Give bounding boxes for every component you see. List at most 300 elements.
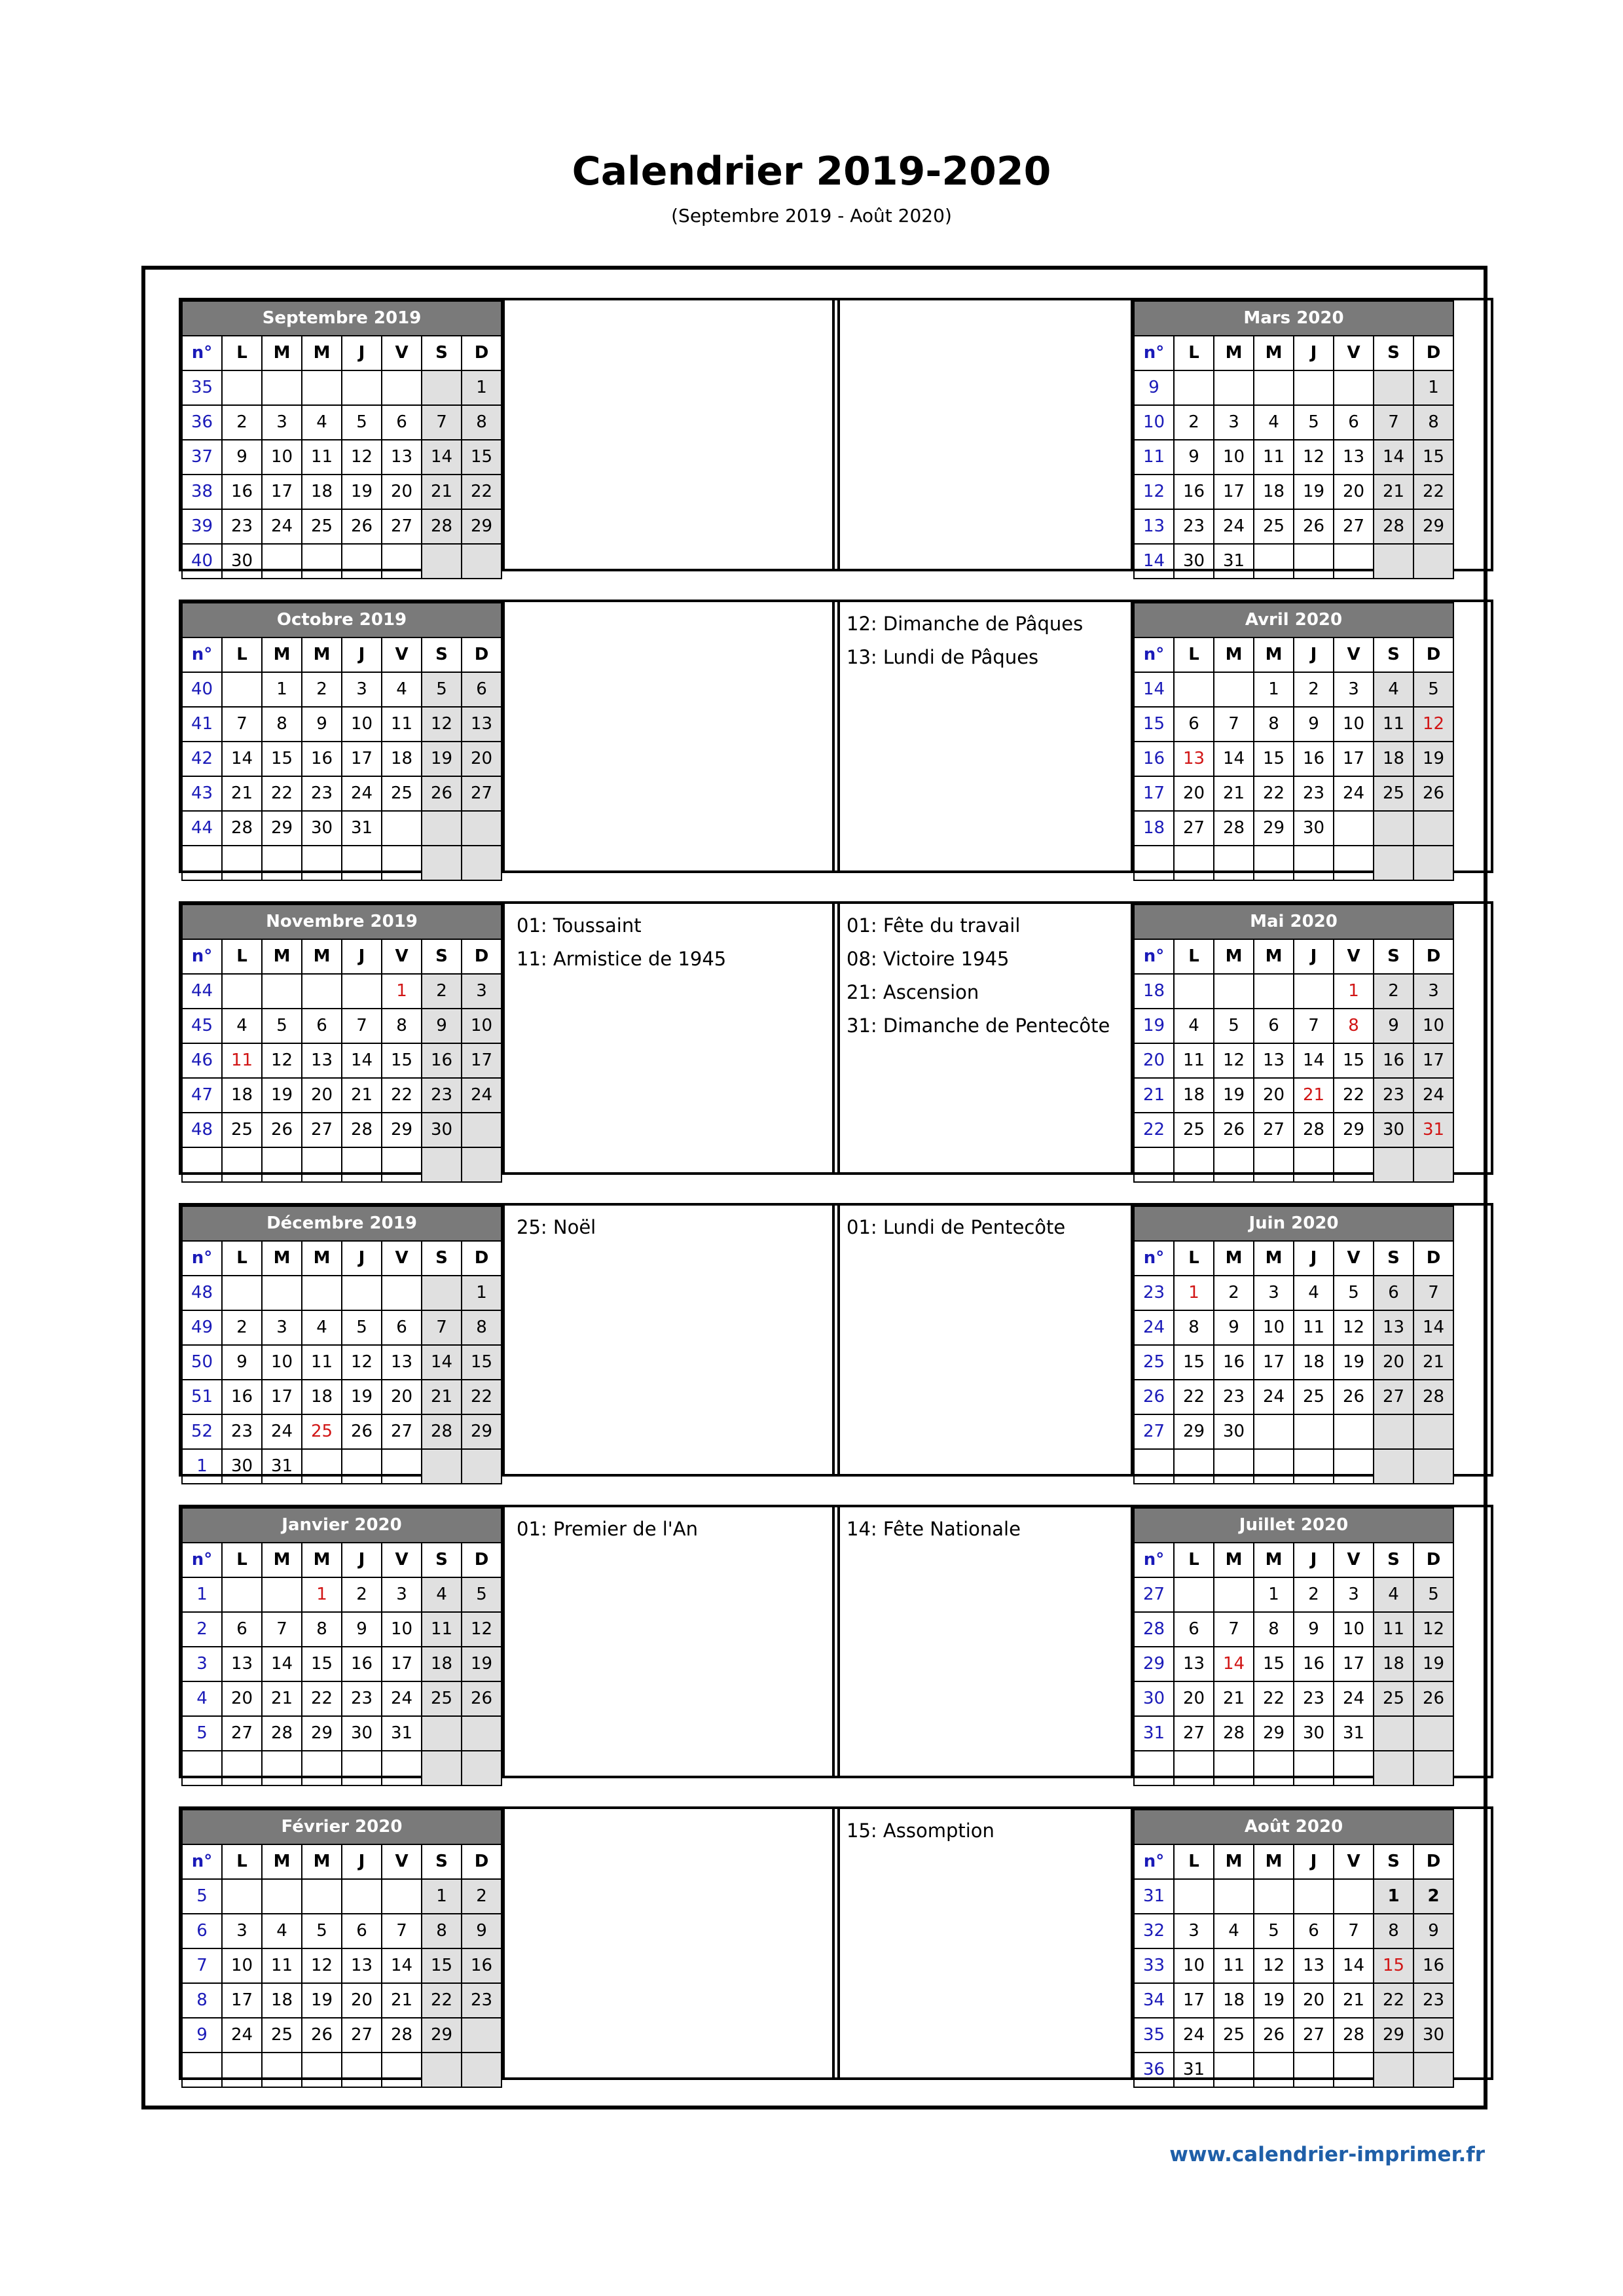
day-cell: 19 [1413, 742, 1453, 776]
week-row [1134, 846, 1453, 880]
day-cell: 1 [1334, 974, 1374, 1009]
holiday-notes [835, 1809, 1133, 2077]
day-cell: 3 [1214, 405, 1254, 440]
week-number: 52 [182, 1414, 222, 1449]
holiday-notes [835, 602, 1133, 870]
day-cell: 11 [222, 1043, 262, 1078]
month-grid [1133, 300, 1454, 579]
day-cell: 17 [1254, 1345, 1294, 1380]
day-cell: 27 [462, 776, 501, 811]
week-number: 27 [1134, 1577, 1174, 1612]
day-cell [1214, 370, 1254, 405]
day-cell: 18 [1374, 1647, 1413, 1681]
day-cell: 6 [1254, 1009, 1294, 1043]
week-row [1134, 1276, 1453, 1310]
day-cell: 19 [1294, 475, 1334, 509]
day-cell: 22 [302, 1681, 342, 1716]
day-cell: 16 [1413, 1948, 1453, 1983]
day-cell: 8 [382, 1009, 422, 1043]
week-row [1134, 509, 1453, 544]
day-cell: 8 [302, 1612, 342, 1647]
day-cell: 30 [222, 1449, 262, 1484]
week-row [182, 776, 501, 811]
day-cell: 20 [462, 742, 501, 776]
weekday-header: J [342, 1844, 382, 1879]
day-cell [382, 370, 422, 405]
day-cell: 11 [422, 1612, 462, 1647]
day-cell: 5 [462, 1577, 501, 1612]
day-cell [342, 2053, 382, 2087]
day-cell: 4 [262, 1914, 302, 1948]
day-cell: 23 [1374, 1078, 1413, 1113]
weekday-header: J [1294, 1543, 1334, 1577]
holiday-notes [835, 1507, 1133, 1776]
day-cell [422, 544, 462, 579]
day-cell [1214, 846, 1254, 880]
day-cell: 10 [1334, 1612, 1374, 1647]
weekday-header: L [222, 1241, 262, 1276]
month-title: Août 2020 [1134, 1810, 1453, 1844]
day-cell [462, 1113, 501, 1147]
day-cell: 28 [262, 1716, 302, 1751]
day-cell: 2 [302, 672, 342, 707]
day-cell: 10 [1214, 440, 1254, 475]
day-cell: 9 [222, 1345, 262, 1380]
holiday-note: 25: Noël [517, 1216, 596, 1238]
week-row [182, 1078, 501, 1113]
day-cell [222, 1147, 262, 1182]
week-row [1134, 544, 1453, 579]
day-cell: 24 [222, 2018, 262, 2053]
month-block [179, 298, 840, 571]
day-cell: 19 [342, 1380, 382, 1414]
day-cell: 15 [1374, 1948, 1413, 1983]
day-cell [1214, 1147, 1254, 1182]
day-cell [302, 1147, 342, 1182]
day-cell: 30 [1413, 2018, 1453, 2053]
day-cell [1294, 974, 1334, 1009]
month-block [832, 600, 1493, 873]
week-row [182, 974, 501, 1009]
day-cell [1214, 1577, 1254, 1612]
week-row [1134, 1113, 1453, 1147]
holiday-notes [835, 1206, 1133, 1474]
week-row [1134, 1380, 1453, 1414]
day-cell: 18 [1174, 1078, 1214, 1113]
weekday-header: J [1294, 1241, 1334, 1276]
day-cell: 16 [222, 1380, 262, 1414]
day-cell: 28 [1294, 1113, 1334, 1147]
day-cell: 6 [222, 1612, 262, 1647]
week-number: 48 [182, 1276, 222, 1310]
day-cell: 18 [382, 742, 422, 776]
month-title: Mai 2020 [1134, 905, 1453, 939]
weekday-header: V [382, 637, 422, 672]
week-number-header: n° [182, 1543, 222, 1577]
day-cell [222, 370, 262, 405]
month-block [179, 901, 840, 1175]
day-cell: 18 [222, 1078, 262, 1113]
day-cell: 9 [302, 707, 342, 742]
weekday-header: M [302, 1241, 342, 1276]
weekday-header: S [1374, 1241, 1413, 1276]
week-number-header: n° [1134, 1241, 1174, 1276]
day-cell: 21 [1214, 776, 1254, 811]
day-cell: 31 [1174, 2053, 1214, 2087]
weekday-header: S [1374, 939, 1413, 974]
day-cell: 22 [1374, 1983, 1413, 2018]
week-number: 38 [182, 475, 222, 509]
week-row [1134, 1345, 1453, 1380]
week-number-header: n° [1134, 1543, 1174, 1577]
day-cell [262, 544, 302, 579]
day-cell: 25 [1214, 2018, 1254, 2053]
day-cell: 26 [1214, 1113, 1254, 1147]
day-cell [302, 1449, 342, 1484]
day-cell: 20 [1174, 776, 1214, 811]
day-cell: 9 [1413, 1914, 1453, 1948]
day-cell: 27 [1254, 1113, 1294, 1147]
day-cell: 14 [1214, 1647, 1254, 1681]
week-number: 32 [1134, 1914, 1174, 1948]
weekday-header: S [422, 1844, 462, 1879]
month-title: Novembre 2019 [182, 905, 501, 939]
week-number: 42 [182, 742, 222, 776]
week-number: 9 [182, 2018, 222, 2053]
weekday-header: J [1294, 939, 1334, 974]
week-row [1134, 974, 1453, 1009]
day-cell [422, 1751, 462, 1785]
week-number [1134, 1751, 1174, 1785]
day-cell: 6 [382, 1310, 422, 1345]
week-row [182, 440, 501, 475]
week-number: 22 [1134, 1113, 1174, 1147]
day-cell: 2 [1413, 1879, 1453, 1914]
day-cell [342, 370, 382, 405]
weekday-header: S [1374, 336, 1413, 370]
day-cell: 18 [262, 1983, 302, 2018]
day-cell: 7 [222, 707, 262, 742]
week-row [1134, 1716, 1453, 1751]
month-title: Février 2020 [182, 1810, 501, 1844]
weekday-header: J [342, 1241, 382, 1276]
day-cell: 13 [1294, 1948, 1334, 1983]
month-grid [181, 1206, 502, 1484]
holiday-notes [835, 904, 1133, 1172]
day-cell: 29 [262, 811, 302, 846]
day-cell: 21 [422, 475, 462, 509]
week-number: 24 [1134, 1310, 1174, 1345]
day-cell: 22 [462, 1380, 501, 1414]
day-cell: 6 [1374, 1276, 1413, 1310]
day-cell: 15 [1334, 1043, 1374, 1078]
day-cell [222, 2053, 262, 2087]
month-grid [1133, 1206, 1454, 1484]
week-number: 40 [182, 544, 222, 579]
weekday-header: M [262, 1844, 302, 1879]
day-cell: 8 [462, 405, 501, 440]
day-cell: 15 [382, 1043, 422, 1078]
week-number: 34 [1134, 1983, 1174, 2018]
day-cell: 9 [1294, 707, 1334, 742]
day-cell [382, 846, 422, 880]
week-row [182, 2053, 501, 2087]
day-cell [382, 811, 422, 846]
day-cell: 26 [1413, 1681, 1453, 1716]
day-cell: 8 [1413, 405, 1453, 440]
day-cell: 1 [462, 1276, 501, 1310]
week-number: 31 [1134, 1716, 1174, 1751]
weekday-header: M [1214, 1844, 1254, 1879]
day-cell: 28 [1413, 1380, 1453, 1414]
day-cell: 29 [1374, 2018, 1413, 2053]
day-cell: 23 [1294, 1681, 1334, 1716]
day-cell: 23 [342, 1681, 382, 1716]
day-cell: 31 [382, 1716, 422, 1751]
day-cell [462, 2018, 501, 2053]
day-cell: 8 [422, 1914, 462, 1948]
week-row [1134, 1647, 1453, 1681]
month-block [179, 600, 840, 873]
day-cell: 12 [302, 1948, 342, 1983]
day-cell: 17 [1334, 742, 1374, 776]
day-cell: 2 [1214, 1276, 1254, 1310]
day-cell: 13 [1174, 742, 1214, 776]
day-cell: 31 [1334, 1716, 1374, 1751]
day-cell: 9 [342, 1612, 382, 1647]
day-cell: 29 [382, 1113, 422, 1147]
day-cell: 4 [1174, 1009, 1214, 1043]
month-header-row [1134, 905, 1453, 939]
month-header-row [182, 1206, 501, 1241]
day-cell: 4 [302, 405, 342, 440]
weekday-header-row [182, 1241, 501, 1276]
day-cell: 1 [462, 370, 501, 405]
day-cell: 9 [222, 440, 262, 475]
week-row [1134, 2018, 1453, 2053]
day-cell [1374, 1147, 1413, 1182]
day-cell [1214, 1449, 1254, 1484]
week-number: 36 [1134, 2053, 1174, 2087]
week-row [1134, 1577, 1453, 1612]
week-row [182, 405, 501, 440]
month-header-row [1134, 603, 1453, 637]
day-cell: 21 [1294, 1078, 1334, 1113]
day-cell: 3 [462, 974, 501, 1009]
month-grid [1133, 602, 1454, 881]
week-row [182, 1577, 501, 1612]
week-row [182, 1681, 501, 1716]
day-cell: 3 [1413, 974, 1453, 1009]
week-number: 48 [182, 1113, 222, 1147]
day-cell [1294, 1414, 1334, 1449]
day-cell: 7 [262, 1612, 302, 1647]
weekday-header: M [302, 1844, 342, 1879]
day-cell: 6 [462, 672, 501, 707]
day-cell [1413, 1147, 1453, 1182]
month-grid [1133, 904, 1454, 1183]
day-cell [1254, 974, 1294, 1009]
day-cell: 2 [222, 405, 262, 440]
day-cell: 21 [1334, 1983, 1374, 2018]
day-cell: 28 [222, 811, 262, 846]
day-cell: 7 [1413, 1276, 1453, 1310]
day-cell [1214, 1879, 1254, 1914]
day-cell [262, 1751, 302, 1785]
day-cell: 30 [222, 544, 262, 579]
week-row [1134, 1983, 1453, 2018]
day-cell: 4 [382, 672, 422, 707]
day-cell: 5 [422, 672, 462, 707]
day-cell [422, 2053, 462, 2087]
week-number: 7 [182, 1948, 222, 1983]
week-number: 26 [1134, 1380, 1174, 1414]
weekday-header: D [1413, 336, 1453, 370]
day-cell: 15 [1254, 742, 1294, 776]
day-cell: 16 [422, 1043, 462, 1078]
holiday-note: 01: Toussaint [517, 914, 642, 937]
day-cell: 1 [1413, 370, 1453, 405]
day-cell: 23 [1294, 776, 1334, 811]
day-cell: 28 [1374, 509, 1413, 544]
month-header-row [182, 603, 501, 637]
day-cell [1374, 1449, 1413, 1484]
day-cell: 30 [1294, 1716, 1334, 1751]
day-cell [1254, 1751, 1294, 1785]
day-cell [382, 1147, 422, 1182]
day-cell: 26 [1334, 1380, 1374, 1414]
day-cell: 3 [222, 1914, 262, 1948]
day-cell: 14 [1334, 1948, 1374, 1983]
day-cell [422, 1276, 462, 1310]
day-cell: 20 [302, 1078, 342, 1113]
day-cell [1334, 370, 1374, 405]
day-cell: 28 [1214, 1716, 1254, 1751]
week-number: 51 [182, 1380, 222, 1414]
week-number: 18 [1134, 811, 1174, 846]
day-cell: 30 [1214, 1414, 1254, 1449]
day-cell: 11 [262, 1948, 302, 1983]
week-number-header: n° [1134, 1844, 1174, 1879]
week-row [182, 2018, 501, 2053]
day-cell: 11 [1254, 440, 1294, 475]
week-number: 19 [1134, 1009, 1174, 1043]
month-grid [1133, 1809, 1454, 2088]
day-cell: 5 [1214, 1009, 1254, 1043]
week-row [182, 1113, 501, 1147]
day-cell: 6 [1334, 405, 1374, 440]
day-cell: 9 [1214, 1310, 1254, 1345]
week-number: 37 [182, 440, 222, 475]
weekday-header: M [1254, 939, 1294, 974]
week-number: 50 [182, 1345, 222, 1380]
weekday-header-row [182, 1844, 501, 1879]
day-cell [222, 1879, 262, 1914]
day-cell: 12 [1214, 1043, 1254, 1078]
day-cell: 22 [1254, 776, 1294, 811]
weekday-header: M [262, 637, 302, 672]
day-cell: 1 [1174, 1276, 1214, 1310]
week-row [1134, 1449, 1453, 1484]
weekday-header-row [1134, 939, 1453, 974]
weekday-header: M [1214, 637, 1254, 672]
day-cell: 24 [462, 1078, 501, 1113]
week-row [182, 475, 501, 509]
day-cell: 15 [1174, 1345, 1214, 1380]
week-row [1134, 1612, 1453, 1647]
weekday-header-row [182, 336, 501, 370]
day-cell: 8 [1174, 1310, 1214, 1345]
week-row [182, 509, 501, 544]
day-cell: 20 [1334, 475, 1374, 509]
week-row [1134, 2053, 1453, 2087]
weekday-header: M [302, 637, 342, 672]
day-cell: 17 [1413, 1043, 1453, 1078]
day-cell: 14 [262, 1647, 302, 1681]
week-number: 14 [1134, 672, 1174, 707]
week-row [182, 846, 501, 880]
day-cell: 25 [302, 509, 342, 544]
week-row [182, 1310, 501, 1345]
day-cell: 29 [1174, 1414, 1214, 1449]
day-cell: 9 [422, 1009, 462, 1043]
day-cell: 20 [222, 1681, 262, 1716]
day-cell: 17 [1214, 475, 1254, 509]
day-cell: 29 [1254, 811, 1294, 846]
week-number-header: n° [182, 939, 222, 974]
day-cell: 13 [302, 1043, 342, 1078]
week-number: 9 [1134, 370, 1174, 405]
day-cell: 7 [342, 1009, 382, 1043]
day-cell: 12 [342, 1345, 382, 1380]
day-cell: 17 [1334, 1647, 1374, 1681]
day-cell: 8 [462, 1310, 501, 1345]
month-block [832, 901, 1493, 1175]
week-number: 44 [182, 974, 222, 1009]
week-row [1134, 811, 1453, 846]
day-cell: 1 [1254, 672, 1294, 707]
day-cell: 15 [1254, 1647, 1294, 1681]
day-cell: 22 [1254, 1681, 1294, 1716]
day-cell: 14 [382, 1948, 422, 1983]
day-cell: 23 [1174, 509, 1214, 544]
weekday-header: L [222, 336, 262, 370]
day-cell [1334, 544, 1374, 579]
day-cell [262, 1879, 302, 1914]
day-cell [1254, 544, 1294, 579]
week-row [1134, 1147, 1453, 1182]
day-cell: 25 [1254, 509, 1294, 544]
day-cell: 27 [1174, 1716, 1214, 1751]
day-cell: 19 [1413, 1647, 1453, 1681]
day-cell: 28 [1214, 811, 1254, 846]
holiday-note: 14: Fête Nationale [847, 1518, 1021, 1540]
day-cell: 15 [422, 1948, 462, 1983]
day-cell [382, 1449, 422, 1484]
day-cell: 10 [1413, 1009, 1453, 1043]
day-cell: 1 [422, 1879, 462, 1914]
day-cell: 18 [302, 475, 342, 509]
day-cell [462, 1449, 501, 1484]
day-cell: 14 [1214, 742, 1254, 776]
day-cell: 21 [1374, 475, 1413, 509]
month-title: Mars 2020 [1134, 301, 1453, 336]
day-cell: 2 [1294, 672, 1334, 707]
weekday-header-row [182, 1543, 501, 1577]
week-number: 12 [1134, 475, 1174, 509]
holiday-note: 31: Dimanche de Pentecôte [847, 1014, 1110, 1037]
website-link[interactable]: www.calendrier-imprimer.fr [1169, 2143, 1485, 2166]
